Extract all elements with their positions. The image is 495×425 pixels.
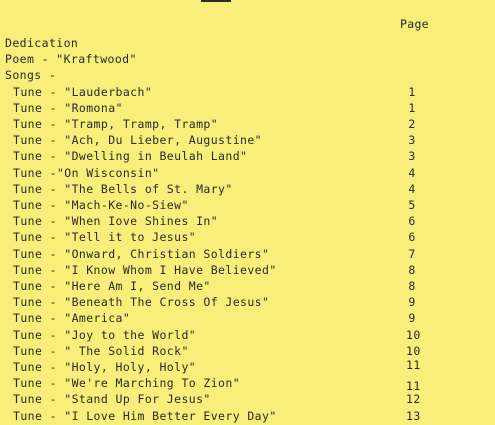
contents-entry <box>0 68 495 84</box>
entry-title: Poem - "Kraftwood" <box>5 52 137 67</box>
contents-entry <box>0 279 495 295</box>
contents-entry <box>0 247 495 263</box>
entry-title: Tune - "Mach-Ke-No-Siew" <box>13 198 189 212</box>
entry-title: Tune - "Romona" <box>13 100 123 115</box>
entry-title: Tune - "Onward, Christian Soldiers" <box>13 246 270 261</box>
entry-title: Tune - "Tell it to Jesus" <box>13 230 197 245</box>
contents-entry <box>0 36 495 52</box>
entry-title: Tune - "We're Marching To Zion" <box>13 376 241 391</box>
entry-title: Tune -"On Wisconsin" <box>13 165 160 180</box>
entry-page-number: 8 <box>408 262 416 277</box>
contents-entry <box>0 295 495 311</box>
contents-entry <box>0 85 495 101</box>
entry-page-number: 1 <box>408 100 416 115</box>
contents-entry <box>0 101 495 117</box>
entry-page-number: 6 <box>408 230 416 245</box>
entry-page-number: 10 <box>406 327 421 342</box>
entry-page-number: 1 <box>408 84 416 99</box>
entry-page-number: 3 <box>408 133 416 148</box>
entry-title: Songs - <box>5 68 57 83</box>
contents-entry <box>0 311 495 327</box>
entry-title: Tune - "Joy to the World" <box>13 327 197 342</box>
entry-page-number: 9 <box>408 311 416 326</box>
entry-page-number: 10 <box>406 343 421 358</box>
entry-page-number: 5 <box>408 198 416 212</box>
title-underline <box>201 0 231 2</box>
entry-page-number: 7 <box>408 246 416 261</box>
entry-page-number: 3 <box>408 149 416 164</box>
contents-entry <box>0 263 495 279</box>
entry-page-number: 2 <box>408 117 416 131</box>
entry-title: Tune - "When Iove Shines In" <box>13 214 219 229</box>
entry-page-number: 6 <box>408 214 416 229</box>
contents-entry <box>0 198 495 214</box>
entry-title: Tune - "America" <box>13 311 131 326</box>
contents-entry <box>0 52 495 68</box>
entry-title: Tune - "Dwelling in Beulah Land" <box>13 149 248 164</box>
entry-title: Tune - "I Know Whom I Have Believed" <box>13 262 277 277</box>
entry-title: Tune - "Tramp, Tramp, Tramp" <box>13 117 219 131</box>
entry-title: Tune - "Here Am I, Send Me" <box>13 279 211 293</box>
entry-title: Tune - "Stand Up For Jesus" <box>13 392 211 407</box>
contents-entry <box>0 409 495 425</box>
entry-title: Tune - " The Solid Rock" <box>13 343 189 358</box>
entry-page-number: 11 <box>406 358 421 372</box>
contents-entry <box>0 149 495 165</box>
entry-title: Tune - "I Love Him Better Every Day" <box>13 408 277 423</box>
entry-title: Tune - "Ach, Du Lieber, Augustine" <box>13 133 263 148</box>
entry-page-number: 13 <box>406 408 421 423</box>
entry-title: Tune - "Beneath The Cross Of Jesus" <box>13 295 270 310</box>
contents-entry <box>0 117 495 133</box>
page-column-header: Page <box>400 17 429 31</box>
entry-title: Dedication <box>5 36 79 50</box>
contents-entry <box>0 166 495 182</box>
entry-page-number: 9 <box>408 295 416 310</box>
entry-title: Tune - "Lauderbach" <box>13 84 153 99</box>
contents-entry <box>0 376 495 392</box>
entry-page-number: 11 <box>406 379 421 394</box>
contents-entry <box>0 230 495 246</box>
contents-entry <box>0 392 495 408</box>
entry-title: Tune - "The Bells of St. Mary" <box>13 181 233 196</box>
entry-title: Tune - "Holy, Holy, Holy" <box>13 360 197 374</box>
entry-page-number: 4 <box>408 165 416 180</box>
contents-entry <box>0 133 495 149</box>
entry-page-number: 12 <box>406 392 421 407</box>
contents-entry <box>0 328 495 344</box>
entry-page-number: 4 <box>408 181 416 196</box>
entry-page-number: 8 <box>408 279 416 293</box>
contents-entry <box>0 360 495 376</box>
contents-entry <box>0 182 495 198</box>
contents-entry <box>0 214 495 230</box>
contents-entry <box>0 344 495 360</box>
